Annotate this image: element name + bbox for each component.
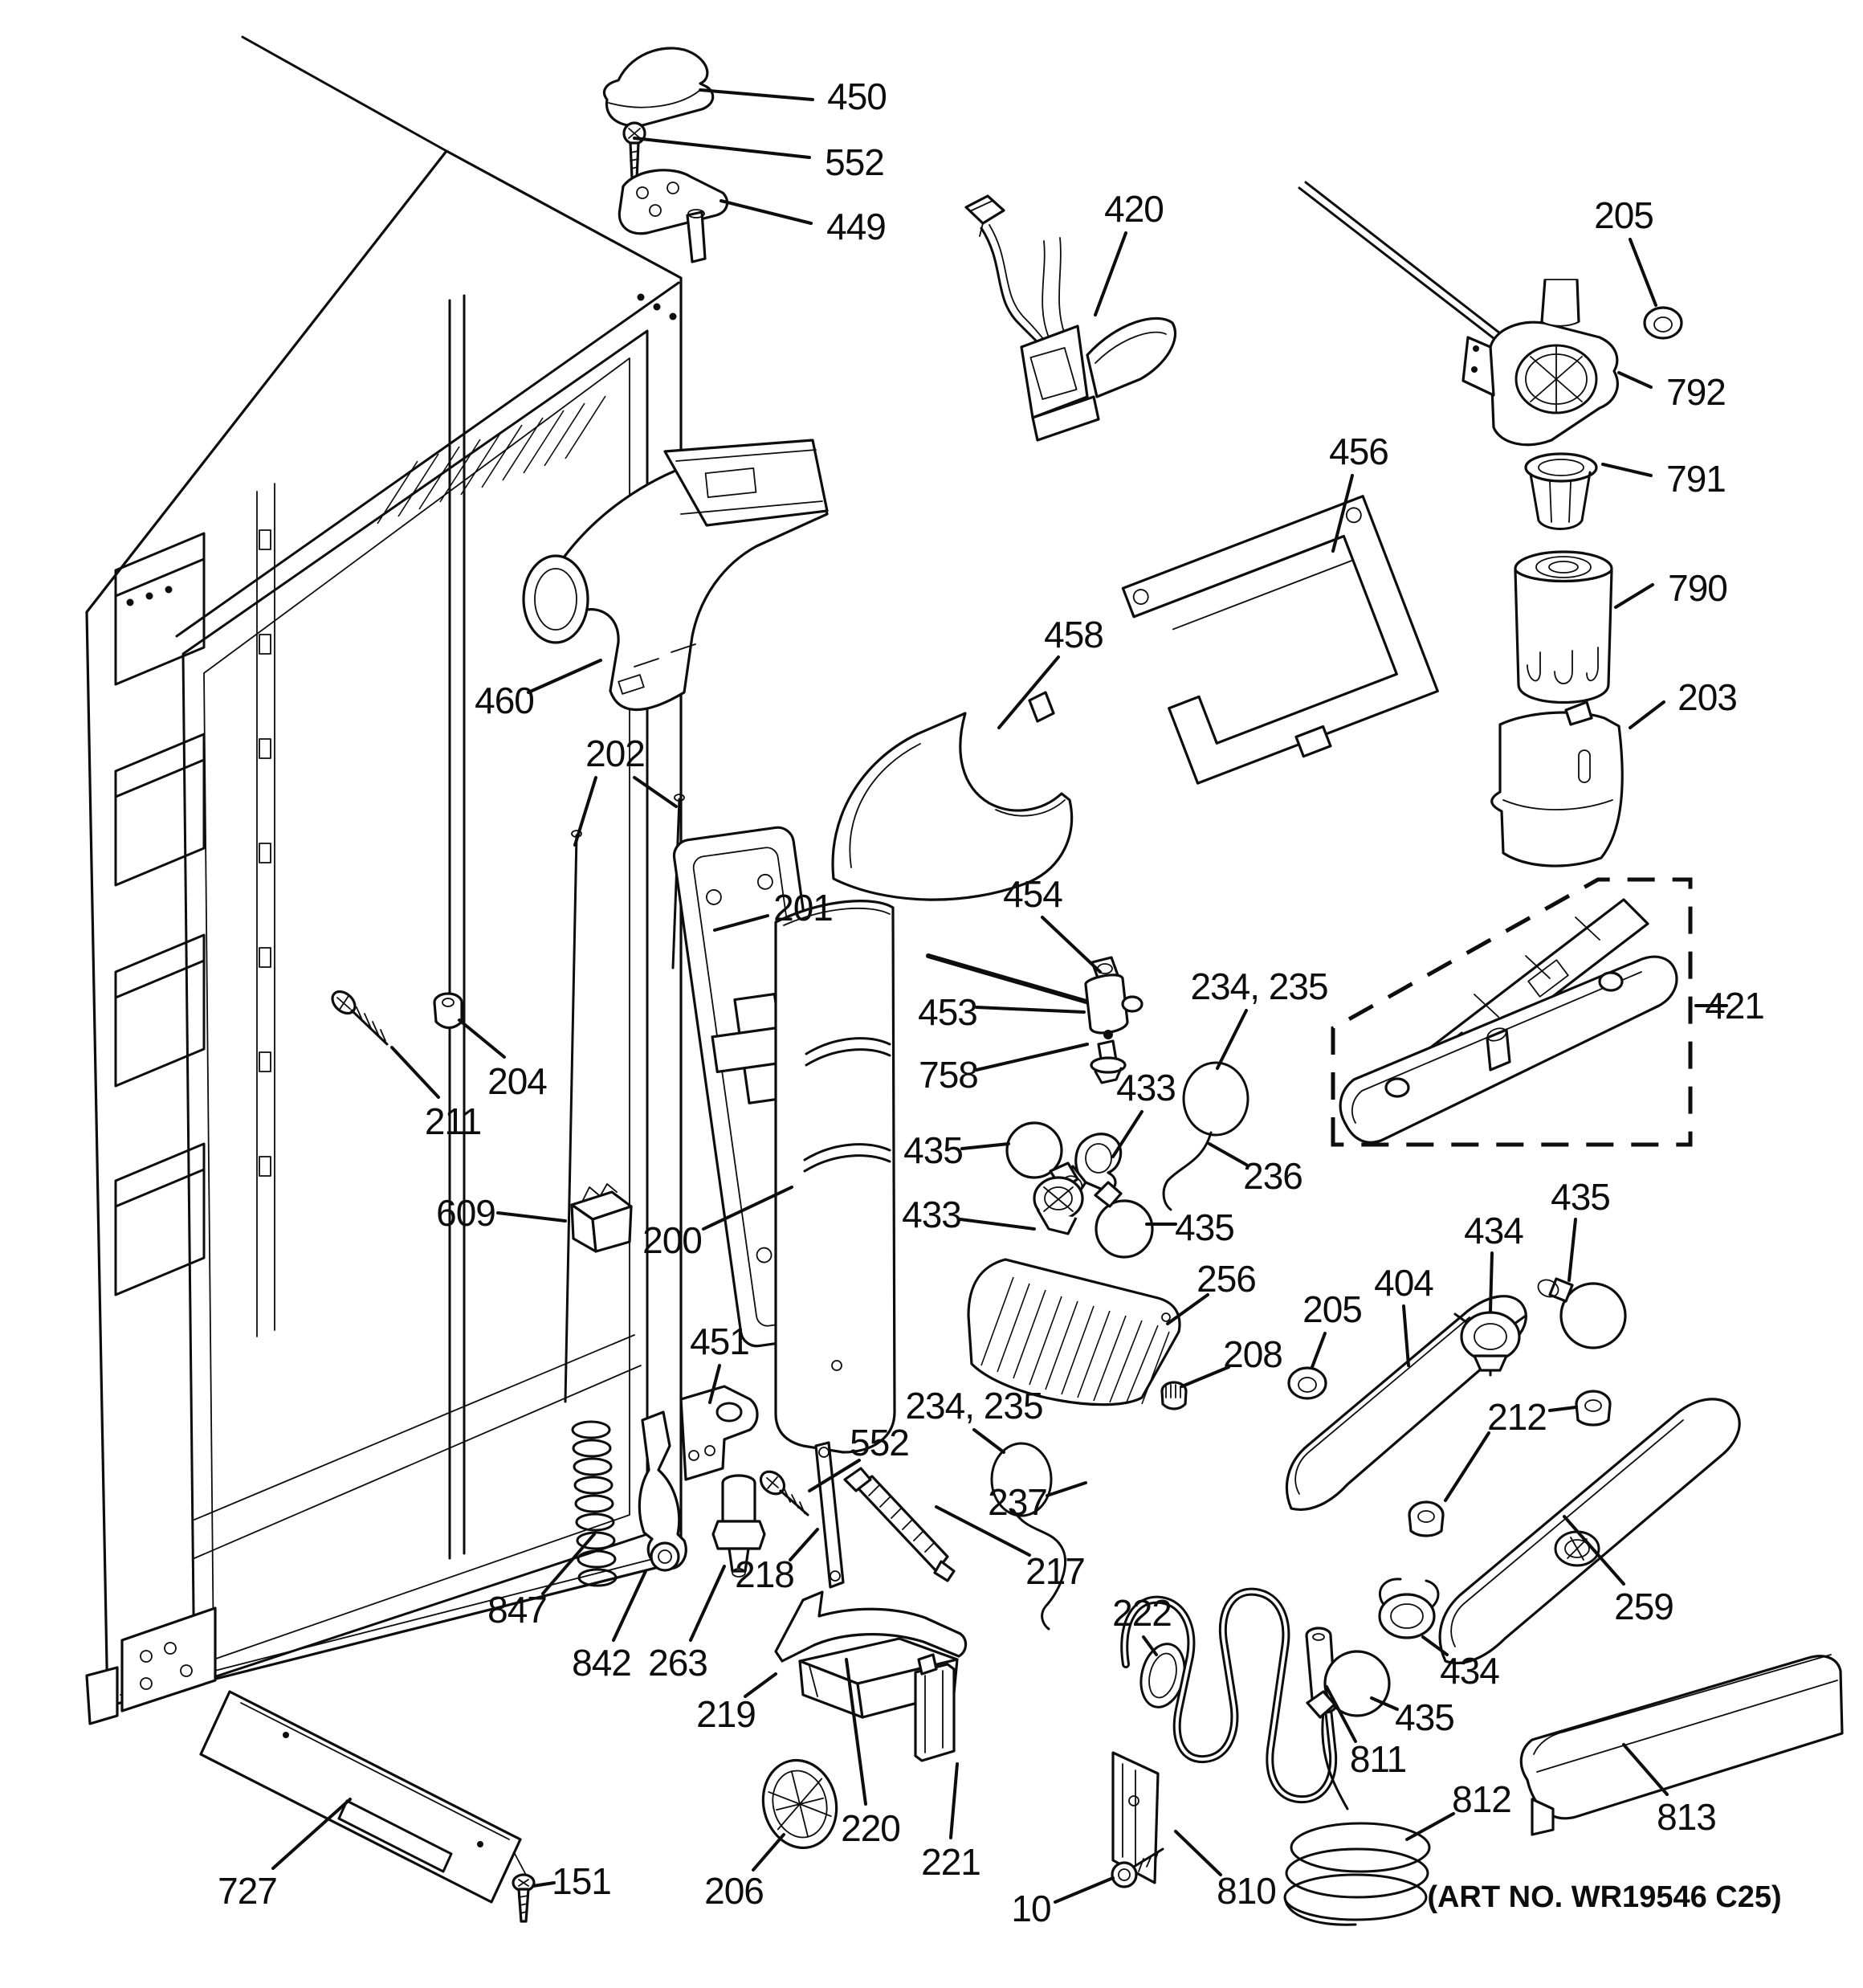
- callout-263: 263: [648, 1642, 707, 1684]
- leader-line-234b: [974, 1430, 1004, 1452]
- leader-line-449: [721, 201, 811, 223]
- callout-847: 847: [487, 1589, 547, 1631]
- callout-151: 151: [552, 1860, 611, 1902]
- leader-line-404: [1404, 1306, 1408, 1365]
- callout-842: 842: [572, 1642, 631, 1684]
- callout-552a: 552: [825, 141, 884, 183]
- callout-435a: 435: [903, 1129, 963, 1171]
- callout-206: 206: [704, 1870, 764, 1912]
- callout-451: 451: [690, 1321, 749, 1362]
- leader-line-222: [1143, 1637, 1156, 1655]
- callout-237: 237: [988, 1481, 1047, 1523]
- callout-453: 453: [918, 991, 977, 1033]
- leader-line-433b: [960, 1219, 1034, 1229]
- leader-line-237: [1047, 1483, 1086, 1496]
- dispenser-trim: [1340, 957, 1677, 1142]
- leader-line-212: [1445, 1433, 1489, 1500]
- leader-line-263: [691, 1566, 724, 1640]
- leader-line-792: [1619, 373, 1651, 387]
- grommet-205-mid: [1289, 1368, 1326, 1398]
- callout-811: 811: [1349, 1738, 1407, 1780]
- leader-line-218: [790, 1529, 817, 1560]
- callout-810: 810: [1217, 1870, 1276, 1912]
- leader-line-10: [1055, 1878, 1113, 1902]
- leader-line-212: [1550, 1407, 1576, 1410]
- channel-221: [915, 1655, 954, 1761]
- callout-454: 454: [1003, 873, 1062, 915]
- ferrule-204: [434, 994, 462, 1028]
- callout-433a: 433: [1116, 1067, 1176, 1108]
- leader-line-221: [951, 1764, 957, 1838]
- fan-housing-792: [1463, 322, 1617, 444]
- dispenser-module-box-421: [1333, 880, 1690, 1145]
- callout-211: 211: [424, 1100, 482, 1142]
- callout-434a: 434: [1464, 1210, 1523, 1251]
- callout-234a: 234, 235: [1190, 965, 1328, 1007]
- cover-458: [833, 692, 1072, 900]
- callout-205b: 205: [1302, 1288, 1362, 1330]
- socket-433-lower: [1034, 1178, 1082, 1234]
- callout-218: 218: [735, 1553, 794, 1595]
- socket-434-lower: [1380, 1579, 1438, 1638]
- icemaker-assembly-420: [966, 196, 1176, 440]
- leader-line-205a: [1630, 239, 1656, 305]
- leader-line-434a: [1490, 1253, 1492, 1311]
- callout-202: 202: [585, 733, 645, 774]
- leader-line-812: [1407, 1814, 1453, 1839]
- callout-404: 404: [1374, 1262, 1433, 1304]
- screw-552-lower: [756, 1468, 808, 1515]
- screw-552-top: [624, 123, 645, 178]
- callout-790: 790: [1668, 567, 1727, 609]
- leader-line-758: [976, 1044, 1087, 1070]
- callout-792: 792: [1666, 371, 1726, 413]
- refrigerator-cabinet: [87, 37, 681, 1724]
- dispenser-actuator-450: [604, 48, 712, 126]
- heater-810: [1113, 1592, 1333, 1883]
- leader-line-435c: [1569, 1219, 1576, 1280]
- leader-line-458: [999, 657, 1058, 728]
- callout-727: 727: [218, 1870, 277, 1912]
- callout-204: 204: [487, 1060, 547, 1102]
- callout-812: 812: [1452, 1778, 1511, 1820]
- callout-217: 217: [1025, 1550, 1085, 1592]
- callout-200: 200: [642, 1219, 702, 1261]
- leader-line-203: [1630, 702, 1664, 728]
- leader-line-435a: [962, 1144, 1009, 1149]
- callout-208: 208: [1223, 1333, 1282, 1375]
- bracket-456: [1123, 496, 1442, 795]
- bulb-435-mid: [1095, 1182, 1152, 1257]
- leader-line-450: [700, 90, 813, 100]
- grommet-205-top: [1645, 308, 1682, 338]
- callout-203: 203: [1678, 676, 1737, 718]
- callout-221: 221: [921, 1841, 980, 1883]
- screw-151: [513, 1875, 534, 1921]
- bracket-449: [619, 170, 727, 262]
- art-number: (ART NO. WR19546 C25): [1427, 1880, 1782, 1914]
- callout-758: 758: [919, 1054, 978, 1096]
- leader-line-420: [1095, 233, 1126, 315]
- callout-449: 449: [826, 206, 886, 247]
- leader-line-810: [1176, 1831, 1221, 1875]
- callout-458: 458: [1044, 614, 1103, 655]
- filter-cover-203: [1492, 702, 1622, 866]
- leader-line-236: [1209, 1144, 1246, 1165]
- callout-205a: 205: [1594, 194, 1653, 236]
- callout-236: 236: [1243, 1155, 1302, 1197]
- callout-435d: 435: [1395, 1696, 1454, 1738]
- cover-200: [776, 901, 895, 1452]
- callout-219: 219: [696, 1693, 756, 1735]
- callout-220: 220: [841, 1807, 900, 1849]
- leader-line-552a: [634, 138, 809, 157]
- leader-line-842: [614, 1571, 646, 1640]
- leader-line-205b: [1312, 1333, 1325, 1367]
- leader-line-208: [1182, 1367, 1229, 1386]
- valve-454-453-758: [1086, 957, 1142, 1083]
- callout-201: 201: [773, 887, 833, 929]
- leader-line-151: [533, 1883, 554, 1886]
- bushing-212-lower: [1409, 1502, 1443, 1536]
- link-218: [816, 1443, 843, 1587]
- callout-609: 609: [436, 1192, 495, 1234]
- light-shield-256: [968, 1259, 1180, 1405]
- callout-435b: 435: [1175, 1206, 1234, 1248]
- leader-line-454: [1042, 917, 1100, 972]
- callout-420: 420: [1104, 188, 1164, 230]
- callout-259: 259: [1614, 1586, 1673, 1627]
- bracket-451: [681, 1386, 757, 1480]
- callout-433b: 433: [902, 1194, 961, 1235]
- leader-line-791: [1603, 464, 1651, 476]
- callout-460: 460: [475, 680, 534, 721]
- callout-212: 212: [1487, 1396, 1547, 1438]
- bulb-435-right: [1535, 1276, 1625, 1348]
- callout-10: 10: [1011, 1888, 1051, 1929]
- callout-222: 222: [1112, 1592, 1172, 1634]
- leader-line-453: [976, 1007, 1084, 1012]
- leader-line-234a: [1217, 1010, 1246, 1068]
- callout-552b: 552: [850, 1422, 909, 1463]
- leader-line-206: [753, 1835, 784, 1870]
- callout-456: 456: [1329, 431, 1388, 472]
- tube-217: [845, 1468, 954, 1581]
- callout-234b: 234, 235: [905, 1385, 1043, 1427]
- callout-791: 791: [1666, 458, 1726, 500]
- leader-line-433a: [1113, 1112, 1142, 1157]
- callout-421: 421: [1705, 985, 1764, 1027]
- water-filter-790: [1515, 552, 1612, 703]
- callout-434b: 434: [1440, 1650, 1499, 1692]
- callout-450: 450: [827, 76, 887, 117]
- callout-256: 256: [1196, 1258, 1256, 1300]
- o-ring-234-235-upper: [1164, 1063, 1248, 1210]
- bushing-212-upper: [1576, 1391, 1610, 1425]
- leader-line-790: [1616, 585, 1653, 607]
- grille-206: [754, 1753, 846, 1856]
- callout-813: 813: [1657, 1796, 1716, 1838]
- callout-435c: 435: [1551, 1176, 1610, 1218]
